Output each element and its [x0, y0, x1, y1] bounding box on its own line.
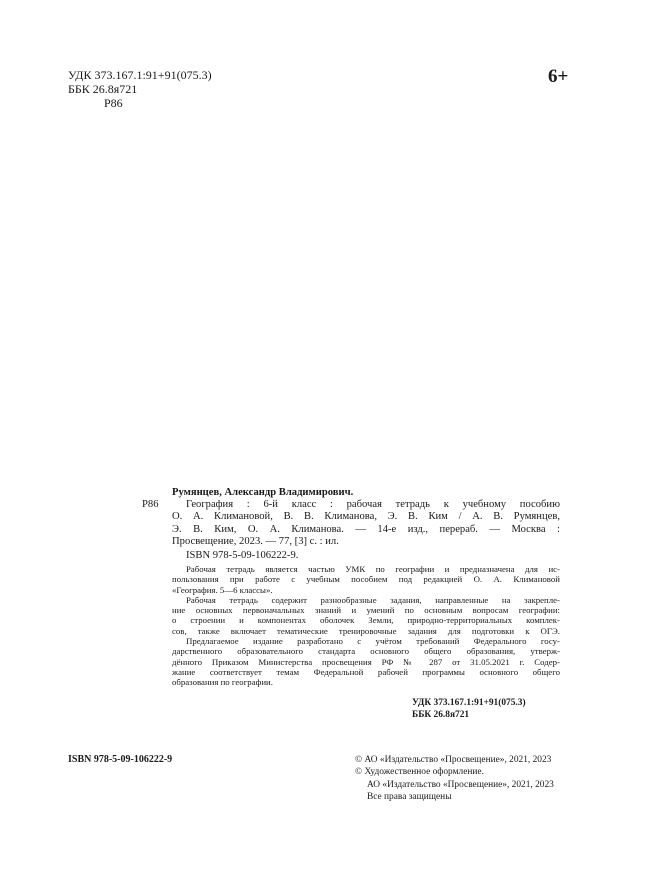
copyright-line: Все права защищены: [367, 792, 452, 803]
copyright-line: © Художественное оформление.: [355, 767, 484, 778]
annotation-line: дённого Приказом Министерства просвещения РФ № 287 от 31.05.2021 г. Содер-: [172, 656, 560, 667]
annotation-line: «География. 5—6 классы».: [172, 584, 273, 595]
annotation-line: Рабочая тетрадь является частью УМК по географии и предназначена для ис-: [186, 564, 560, 574]
isbn: ISBN 978-5-09-106222-9: [68, 754, 173, 765]
bib-isbn: ISBN 978-5-09-106222-9.: [186, 550, 299, 561]
author-code: Р86: [142, 499, 159, 511]
top-classification: [68, 68, 212, 110]
author-mark: Р86: [104, 96, 123, 110]
copyright-line: © АО «Издательство «Просвещение», 2021, 2023: [355, 755, 552, 765]
copyright-block: [355, 754, 554, 804]
annotation-line: о строении и компонентах оболочек Земли, природно-территориальных комплек-: [172, 615, 560, 626]
bbk-code: ББК 26.8я721: [412, 709, 470, 720]
bib-line: О. А. Климановой, В. В. Климанова, Э. В. Ким / А. В. Румянцев,: [172, 511, 560, 523]
annotation-line: пользования при работе с учебным пособием под редакцией О. А. Климановой: [172, 574, 560, 585]
bibliographic-record: [172, 487, 560, 548]
bib-line: Просвещение, 2023. — 77, [3] с. : ил.: [172, 535, 339, 547]
bbk-code: ББК 26.8я721: [68, 82, 138, 96]
annotation-line: образования по географии.: [172, 677, 273, 688]
annotation-line: дарственного образовательного стандарта основного общего образования, утверж-: [172, 646, 560, 657]
annotation-line: Предлагаемое издание разработано с учётом требований Федерального госу-: [186, 636, 560, 647]
annotation: [172, 564, 560, 688]
udk-code: УДК 373.167.1:91+91(075.3): [412, 698, 526, 708]
age-rating: 6+: [548, 66, 569, 87]
annotation-line: сов, также включает тематические тренировочные задания для подготовки к ОГЭ.: [172, 625, 560, 636]
annotation-line: ние основных первоначальных знаний и умений по основным вопросам географии:: [172, 605, 560, 616]
annotation-line: жание соответствует темам Федеральной рабочей программы основного общего: [172, 666, 560, 677]
bib-line: География : 6-й класс : рабочая тетрадь к учебному пособию: [186, 499, 560, 511]
author-name: Румянцев, Александр Владимирович.: [172, 487, 354, 498]
bib-line: Э. В. Ким, О. А. Климанова. — 14-е изд., перераб. — Москва :: [172, 523, 560, 535]
bottom-classification: [412, 698, 526, 721]
annotation-line: Рабочая тетрадь содержит разнообразные задания, направленные на закрепле-: [186, 594, 560, 605]
udk-code: УДК 373.167.1:91+91(075.3): [68, 68, 212, 82]
copyright-line: АО «Издательство «Просвещение», 2021, 2023: [367, 779, 554, 790]
